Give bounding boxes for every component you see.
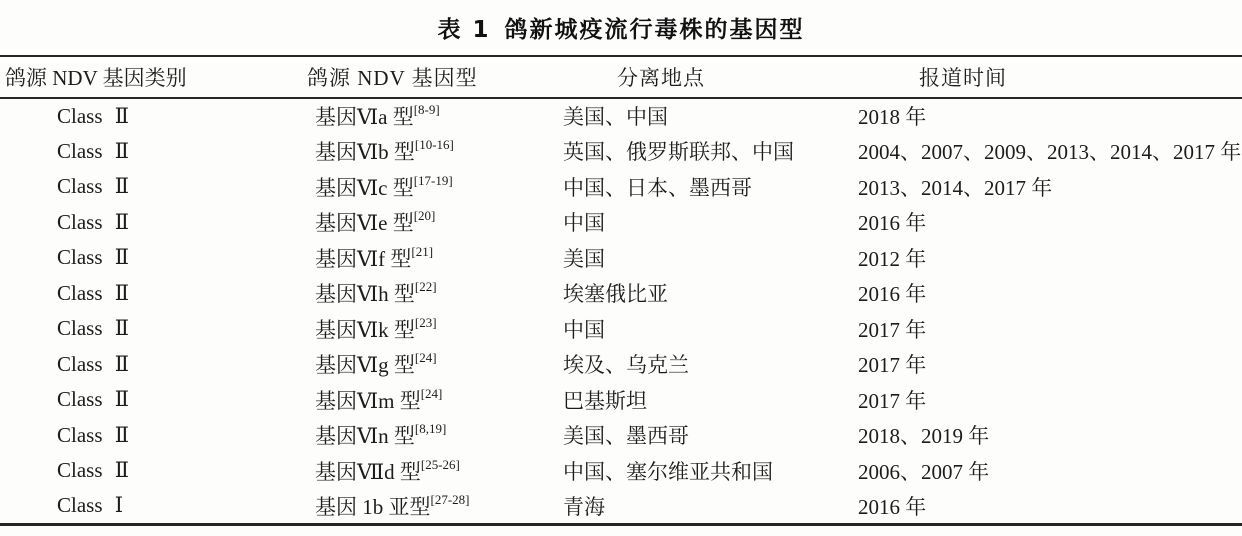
cell-isolation-locations: 美国 bbox=[563, 246, 605, 271]
table-row bbox=[0, 276, 1242, 312]
table-row bbox=[0, 489, 1242, 525]
table-header bbox=[0, 56, 1242, 98]
cell-isolation-locations: 美国、墨西哥 bbox=[563, 424, 689, 449]
cell-report-years: 2016 年 bbox=[858, 211, 927, 236]
genotype-text: 基因Ⅵb 型 bbox=[315, 140, 415, 165]
cell-isolation-locations: 中国、日本、墨西哥 bbox=[563, 175, 752, 200]
reference-superscript: [10-16] bbox=[414, 137, 454, 153]
table-row bbox=[0, 98, 1242, 134]
cell-isolation-locations: 中国 bbox=[563, 211, 605, 236]
table-row bbox=[0, 418, 1242, 454]
column-header-report-time: 报道时间 bbox=[919, 66, 1007, 90]
cell-report-years: 2017 年 bbox=[858, 317, 927, 342]
cell-isolation-locations: 埃及、乌克兰 bbox=[563, 353, 689, 378]
cell-genotype bbox=[300, 134, 555, 170]
genotype-text: 基因Ⅵe 型 bbox=[315, 211, 414, 236]
cell-genotype bbox=[300, 276, 555, 312]
table-row bbox=[0, 205, 1242, 241]
table-row bbox=[0, 134, 1242, 170]
cell-genotype bbox=[300, 453, 555, 489]
reference-superscript: [27-28] bbox=[430, 491, 470, 507]
reference-superscript: [17-19] bbox=[413, 172, 453, 188]
table-title-text: 鸽新城疫流行毒株的基因型 bbox=[504, 17, 805, 43]
table-row bbox=[0, 169, 1242, 205]
table-row bbox=[0, 382, 1242, 418]
reference-superscript: [20] bbox=[413, 208, 436, 224]
cell-genotype bbox=[300, 240, 555, 276]
cell-isolation-locations: 青海 bbox=[563, 494, 605, 519]
cell-report-years: 2004、2007、2009、2013、2014、2017 年 bbox=[858, 140, 1242, 165]
cell-report-years: 2016 年 bbox=[858, 282, 927, 307]
cell-gene-class: Class Ⅱ bbox=[57, 458, 130, 483]
cell-isolation-locations: 巴基斯坦 bbox=[563, 388, 647, 413]
cell-gene-class: Class Ⅰ bbox=[57, 493, 124, 517]
cell-genotype bbox=[300, 347, 555, 383]
cell-report-years: 2016 年 bbox=[858, 494, 927, 519]
cell-isolation-locations: 中国、塞尔维亚共和国 bbox=[563, 459, 773, 484]
cell-genotype bbox=[300, 489, 555, 525]
cell-report-years: 2017 年 bbox=[858, 388, 927, 413]
cell-report-years: 2012 年 bbox=[858, 246, 927, 271]
genotype-text: 基因 1b 亚型 bbox=[315, 494, 431, 519]
table-row bbox=[0, 240, 1242, 276]
cell-genotype bbox=[300, 205, 555, 241]
cell-isolation-locations: 中国 bbox=[563, 317, 605, 342]
cell-isolation-locations: 埃塞俄比亚 bbox=[563, 282, 668, 307]
cell-report-years: 2006、2007 年 bbox=[858, 459, 990, 484]
cell-report-years: 2018 年 bbox=[858, 105, 927, 130]
cell-isolation-locations: 英国、俄罗斯联邦、中国 bbox=[563, 140, 794, 165]
cell-genotype bbox=[300, 311, 555, 347]
cell-gene-class: Class Ⅱ bbox=[57, 103, 130, 128]
reference-superscript: [24] bbox=[420, 385, 443, 401]
cell-gene-class: Class Ⅱ bbox=[57, 351, 130, 376]
cell-report-years: 2013、2014、2017 年 bbox=[858, 175, 1053, 200]
reference-superscript: [23] bbox=[414, 314, 437, 330]
cell-gene-class: Class Ⅱ bbox=[57, 138, 130, 163]
cell-genotype bbox=[300, 382, 555, 418]
table-body bbox=[0, 98, 1242, 524]
genotype-text: 基因Ⅵc 型 bbox=[315, 175, 414, 200]
cell-genotype bbox=[300, 418, 555, 454]
table-number: 表 1 bbox=[437, 17, 491, 43]
reference-superscript: [8,19] bbox=[414, 421, 447, 437]
column-header-gene-class: 鸽源 NDV 基因类别 bbox=[5, 66, 187, 90]
cell-genotype bbox=[300, 169, 555, 205]
genotype-text: 基因Ⅵa 型 bbox=[315, 105, 414, 130]
genotype-text: 基因Ⅵk 型 bbox=[315, 317, 415, 342]
genotype-text: 基因Ⅵm 型 bbox=[315, 388, 421, 413]
reference-superscript: [25-26] bbox=[420, 456, 460, 472]
table-row bbox=[0, 453, 1242, 489]
cell-gene-class: Class Ⅱ bbox=[57, 387, 130, 412]
genotype-table bbox=[0, 55, 1242, 526]
cell-report-years: 2018、2019 年 bbox=[858, 424, 990, 449]
table-row bbox=[0, 311, 1242, 347]
header-row bbox=[0, 56, 1242, 98]
cell-genotype bbox=[300, 98, 555, 134]
reference-superscript: [22] bbox=[414, 279, 437, 295]
cell-gene-class: Class Ⅱ bbox=[57, 174, 130, 199]
table-title bbox=[0, 0, 1242, 55]
reference-superscript: [21] bbox=[411, 243, 434, 259]
reference-superscript: [8-9] bbox=[413, 102, 440, 118]
cell-gene-class: Class Ⅱ bbox=[57, 316, 130, 341]
table-row bbox=[0, 347, 1242, 383]
column-header-isolation-location: 分离地点 bbox=[617, 66, 705, 90]
reference-superscript: [24] bbox=[414, 350, 437, 366]
genotype-text: 基因Ⅵf 型 bbox=[315, 246, 412, 271]
genotype-text: 基因Ⅶd 型 bbox=[315, 459, 421, 484]
column-header-genotype: 鸽源 NDV 基因型 bbox=[307, 66, 478, 90]
cell-report-years: 2017 年 bbox=[858, 353, 927, 378]
genotype-text: 基因Ⅵn 型 bbox=[315, 424, 415, 449]
cell-isolation-locations: 美国、中国 bbox=[563, 105, 668, 130]
cell-gene-class: Class Ⅱ bbox=[57, 422, 130, 447]
cell-gene-class: Class Ⅱ bbox=[57, 280, 130, 305]
genotype-text: 基因Ⅵg 型 bbox=[315, 353, 415, 378]
genotype-text: 基因Ⅵh 型 bbox=[315, 282, 415, 307]
cell-gene-class: Class Ⅱ bbox=[57, 209, 130, 234]
cell-gene-class: Class Ⅱ bbox=[57, 245, 130, 270]
